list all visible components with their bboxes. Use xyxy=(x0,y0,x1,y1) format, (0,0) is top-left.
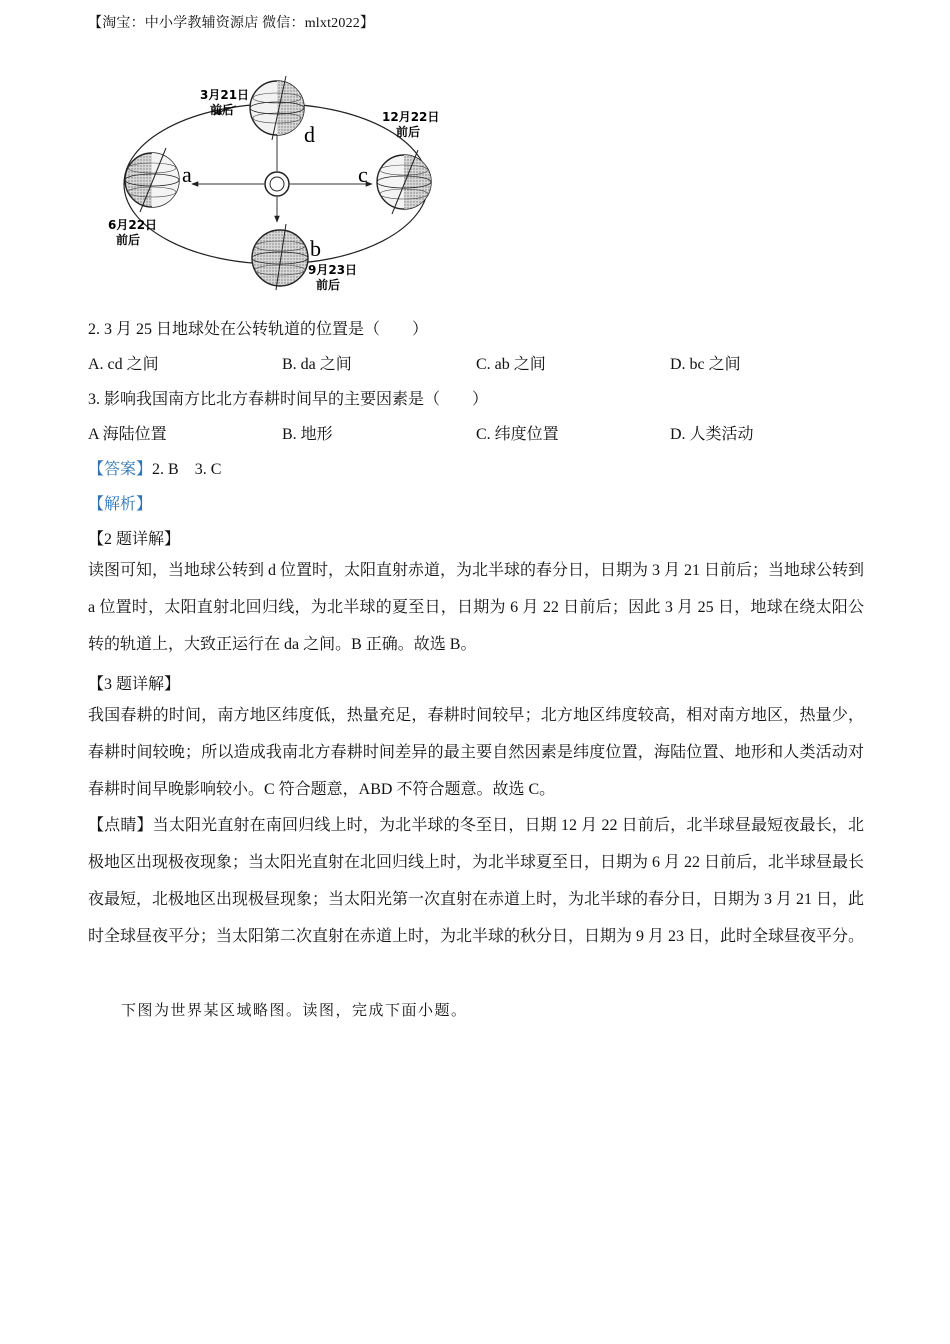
date-sub-c: 前后 xyxy=(396,125,421,139)
question-2: 2. 3 月 25 日地球处在公转轨道的位置是（ ） xyxy=(88,321,429,338)
detail-2-label: 【2 题详解】 xyxy=(88,531,181,548)
question-3: 3. 影响我国南方比北方春耕时间早的主要因素是（ ） xyxy=(88,391,489,408)
label-c: c xyxy=(358,162,368,187)
detail-2-text: 读图可知，当地球公转到 d 位置时，太阳直射赤道，为北半球的春分日，日期为 3 月 21 日前后；当地球公转到 a 位置时，太阳直射北回归线，为北半球的夏至日，日期为 6 月 22 日前后；因此 3 月 25 日，地球在绕太阳公转的轨道上，大致正运行在 da 之间。B 正确。故选 B。 xyxy=(88,562,865,653)
q2-option-d: D. bc 之间 xyxy=(670,356,741,373)
answer-line xyxy=(88,456,221,479)
date-sub-b: 前后 xyxy=(316,278,341,292)
label-b: b xyxy=(310,236,321,261)
earth-position-b xyxy=(252,224,308,290)
q3-option-d: D. 人类活动 xyxy=(670,426,754,443)
answer-label: 【答案】 xyxy=(88,461,153,478)
q2-option-c: C. ab 之间 xyxy=(476,356,546,373)
date-sub-a: 前后 xyxy=(116,233,141,247)
q2-option-a: A. cd 之间 xyxy=(88,356,159,373)
detail-3-label: 【3 题详解】 xyxy=(88,676,181,693)
q2-option-b: B. da 之间 xyxy=(282,356,352,373)
date-label-d: 3月21日 xyxy=(200,88,250,102)
q3-option-c: C. 纬度位置 xyxy=(476,426,559,443)
detail-3-text: 我国春耕的时间，南方地区纬度低，热量充足，春耕时间较早；北方地区纬度较高，相对南方地区，热量少，春耕时间较晚；所以造成我南北方春耕时间差异的最主要自然因素是纬度位置，海陆位置、地形和人类活动对春耕时间早晚影响较小。C 符合题意，ABD 不符合题意。故选 C。 xyxy=(88,707,864,798)
date-label-a: 6月22日 xyxy=(108,218,158,232)
q3-option-b: B. 地形 xyxy=(282,426,333,443)
page-header: 【淘宝：中小学教辅资源店 微信：mlxt2022】 xyxy=(88,16,375,31)
answer-text: 2. B 3. C xyxy=(152,461,222,478)
earth-position-d xyxy=(250,76,304,140)
date-label-c: 12月22日 xyxy=(382,110,440,124)
dianjing-text: 当太阳光直射在南回归线上时，为北半球的冬至日，日期 12 月 22 日前后，北半球昼最短夜最长，北极地区出现极夜现象；当太阳光直射在北回归线上时，为北半球夏至日，日期为 6 月 22 日前后，北半球昼最长夜最短，北极地区出现极昼现象；当太阳光第一次直射在赤道上时，为北半球的春分日，日期为 3 月 21 日，此时全球昼夜平分；当太阳第二次直射在赤道上时，为北半球的秋分日，日期为 9 月 23 日，此时全球昼夜平分。 xyxy=(88,817,865,945)
dianjing-paragraph xyxy=(88,807,864,955)
date-sub-d: 前后 xyxy=(210,103,235,117)
q3-option-a: A 海陆位置 xyxy=(88,426,167,443)
label-a: a xyxy=(182,162,192,187)
label-d: d xyxy=(304,122,315,147)
next-question-intro: 下图为世界某区域略图。读图，完成下面小题。 xyxy=(121,1003,468,1019)
analysis-label: 【解析】 xyxy=(88,496,153,513)
sun-icon xyxy=(265,172,289,196)
date-label-b: 9月23日 xyxy=(308,263,358,277)
dianjing-label: 【点睛】 xyxy=(88,817,153,834)
earth-orbit-diagram xyxy=(86,72,468,294)
